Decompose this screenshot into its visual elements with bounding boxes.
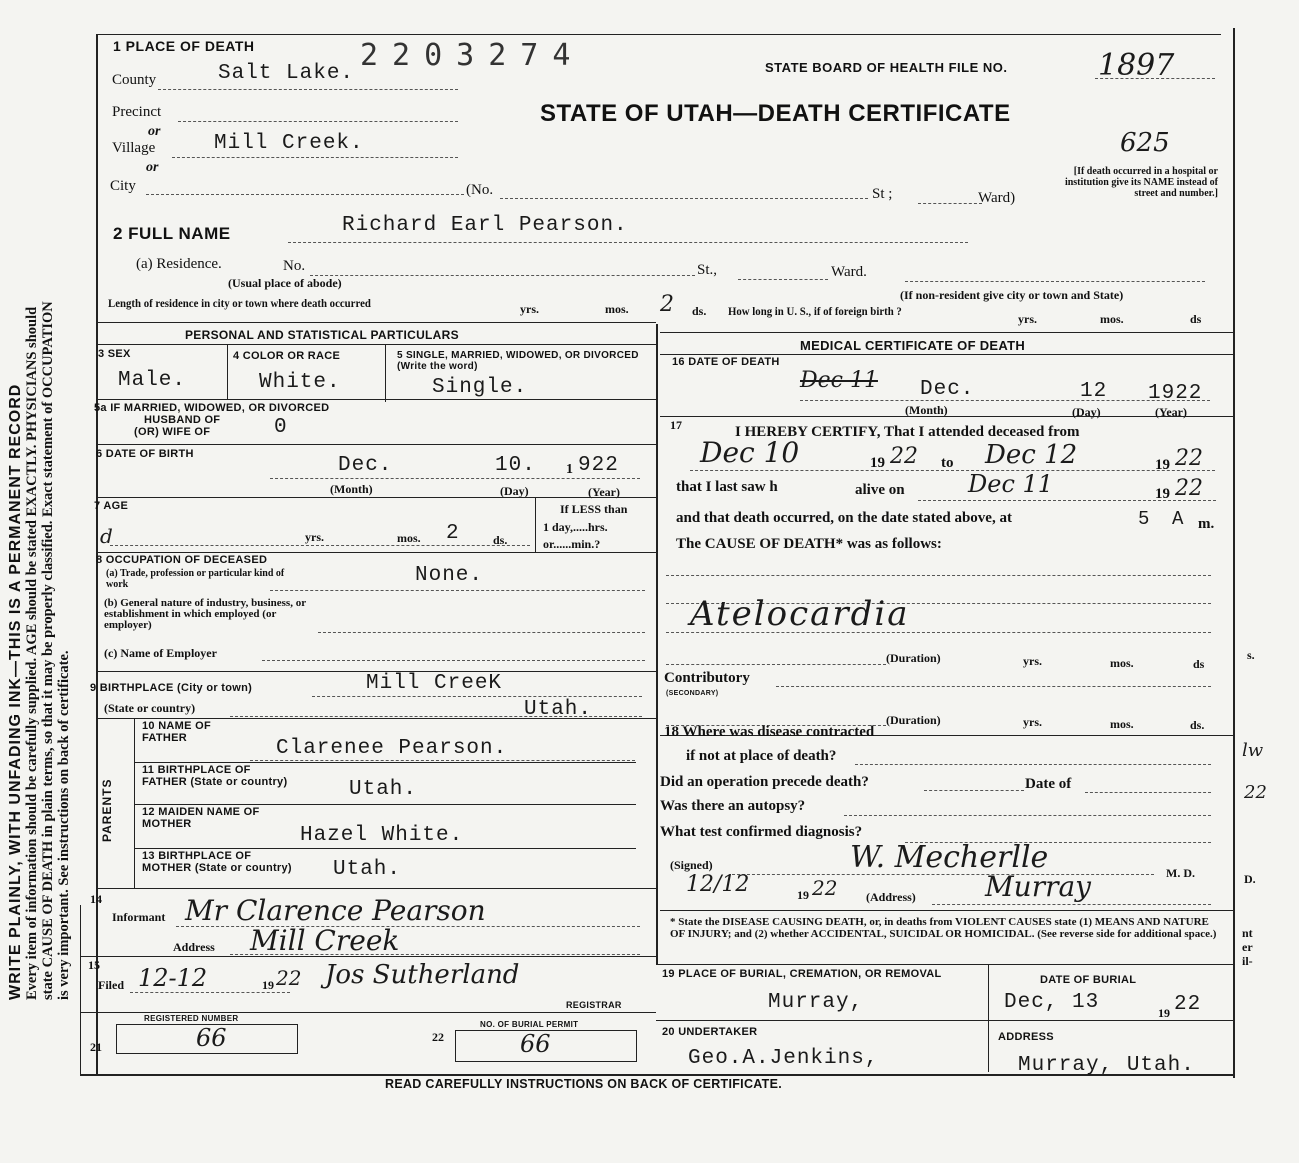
medical-header-rule [660, 354, 1233, 355]
burial-permit-idx: 22 [432, 1030, 444, 1044]
cause-line-1 [666, 575, 1211, 576]
edge-fragment-1: s. [1247, 648, 1255, 662]
dod-year-caption: (Year) [1155, 405, 1187, 419]
place-of-death-label: 1 PLACE OF DEATH [113, 38, 255, 54]
burial-top-rule [656, 964, 1233, 965]
occurred-text: and that death occurred, on the date stated above, at [676, 510, 1012, 526]
less-label-2: 1 day,.....hrs. [543, 520, 608, 534]
precinct-line [178, 121, 458, 122]
row-rule-6 [96, 718, 656, 719]
us-yrs: yrs. [1018, 312, 1037, 326]
registrar-label: REGISTRAR [566, 1000, 622, 1010]
sign-address: Murray [985, 870, 1091, 903]
dob-month-caption: (Month) [330, 482, 373, 496]
burial-place-value: Murray, [768, 991, 864, 1014]
street-line [500, 198, 868, 199]
cause-value: Atelocardia [690, 594, 910, 634]
father-label: 10 NAME OF FATHER [142, 720, 212, 744]
death-time: 5 [1138, 508, 1151, 530]
registered-number-idx: 21 [90, 1040, 102, 1054]
certify-to-date: Dec 12 [985, 440, 1078, 470]
signed-label: (Signed) [670, 858, 713, 872]
duration2-label: (Duration) [886, 713, 941, 727]
father-line [250, 760, 635, 761]
registrar-signature: Jos Sutherland [325, 960, 520, 990]
parents-divider [134, 718, 135, 888]
city-ward-label: Ward) [978, 190, 1016, 206]
nonresident-note: (If non-resident give city or town and State) [900, 288, 1124, 302]
us-ds: ds [1190, 312, 1202, 326]
burial-place-label: 19 PLACE OF BURIAL, CREMATION, OR REMOVAL [662, 968, 942, 980]
occupation-a-line [270, 590, 645, 591]
duration-yrs: yrs. [1023, 654, 1042, 668]
spouse-label-3: (OR) WIFE OF [134, 426, 211, 438]
usual-abode-label: (Usual place of abode) [228, 276, 342, 290]
filed-year-prefix: 19 [262, 978, 274, 992]
parents-label: PARENTS [100, 778, 114, 842]
burial-year-value: 22 [1174, 993, 1202, 1016]
date-of-death-label: 16 DATE OF DEATH [672, 356, 780, 368]
date-of-label: Date of [1025, 776, 1072, 792]
edge-fragment-4: D. [1244, 872, 1256, 886]
date-of-death-day: 12 [1080, 380, 1108, 403]
residence-no-label: No. [283, 258, 306, 274]
birthplace-label: 9 BIRTHPLACE (City or town) [90, 682, 253, 694]
medical-header: MEDICAL CERTIFICATE OF DEATH [800, 338, 1026, 353]
certify-from-year: 22 [890, 444, 918, 469]
duration2-ds: ds. [1190, 718, 1205, 732]
test-question: What test confirmed diagnosis? [660, 824, 863, 840]
birthplace-city-line [312, 696, 642, 697]
less-label-1: If LESS than [560, 502, 628, 516]
certify-to-year: 22 [1175, 446, 1203, 471]
row-rule-8 [134, 804, 636, 805]
filed-year: 22 [276, 966, 302, 990]
occupation-a-label: (a) Trade, profession or particular kind of work [106, 568, 285, 590]
informant-num: 14 [90, 892, 102, 906]
note-625: 625 [1120, 128, 1170, 158]
mother-label: 12 MAIDEN NAME OF MOTHER [142, 806, 260, 830]
age-mark: d [100, 524, 113, 548]
dod-day-caption: (Day) [1072, 405, 1101, 419]
medical-footnote: * State the DISEASE CAUSING DEATH, or, in deaths from VIOLENT CAUSES state (1) MEANS AND NATURE OF INJURY; and (2) whether ACCIDENTAL, SUICIDAL OR HOMICIDAL. (See reverse side for additional space.) [670, 916, 1217, 940]
or-label-1: or [148, 124, 161, 139]
county-value: Salt Lake. [218, 62, 355, 85]
undertaker-label: 20 UNDERTAKER [662, 1026, 758, 1038]
personal-header-rule [96, 344, 656, 345]
occupation-c-line [262, 660, 645, 661]
certify-text: I HEREBY CERTIFY, That I attended deceased from [735, 424, 1080, 440]
filed-label: Filed [98, 978, 124, 992]
city-no-label: (No. [466, 182, 494, 198]
frame-right [1233, 28, 1235, 1078]
age-line [110, 545, 530, 546]
race-divider [385, 344, 386, 402]
less-label-3: or......min.? [543, 537, 601, 551]
dob-line [270, 478, 640, 479]
row-rule-11 [80, 956, 656, 957]
file-no-value: 1897 [1098, 48, 1175, 83]
dob-month: Dec. [338, 454, 393, 477]
certify-from-date: Dec 10 [700, 436, 800, 469]
edge-fragment-6: er [1242, 940, 1253, 954]
row-rule-4 [96, 552, 656, 553]
dob-label: 6 DATE OF BIRTH [96, 448, 194, 460]
mother-birthplace-value: Utah. [333, 858, 402, 881]
length-ds: ds. [692, 304, 707, 318]
margin-instructions [8, 301, 72, 1000]
us-mos: mos. [1100, 312, 1124, 326]
burial-permit-value: 66 [520, 1030, 551, 1058]
contributory-label: Contributory [664, 670, 750, 686]
registered-number-label: REGISTERED NUMBER [144, 1014, 239, 1023]
city-label: City [110, 178, 136, 194]
residence-ward-line [905, 281, 1205, 282]
row-rule-3 [96, 497, 656, 498]
age-yrs: yrs. [305, 530, 324, 544]
medical-rule-3 [660, 910, 1233, 911]
physician-signature: W. Mecherlle [850, 840, 1049, 875]
full-name-label: 2 FULL NAME [113, 224, 231, 243]
certify-num: 17 [670, 418, 682, 432]
age-mos: mos. [397, 531, 421, 545]
edge-fragment-2: lw [1242, 740, 1264, 761]
or-label-2: or [146, 160, 159, 175]
occupation-b-line [318, 632, 645, 633]
duration2-yrs: yrs. [1023, 715, 1042, 729]
residence-ward-label: Ward. [831, 264, 867, 280]
personal-header: PERSONAL AND STATISTICAL PARTICULARS [185, 328, 459, 342]
father-birthplace-label: 11 BIRTHPLACE OF FATHER (State or country) [142, 764, 288, 788]
edge-fragment-3: 22 [1244, 782, 1267, 803]
age-divider [535, 497, 536, 553]
edge-fragment-5: nt [1242, 926, 1253, 940]
undertaker-address-label: ADDRESS [998, 1031, 1054, 1043]
informant-value: Mr Clarence Pearson [185, 894, 486, 927]
undertaker-address-value: Murray, Utah. [1018, 1054, 1195, 1077]
length-yrs: yrs. [520, 302, 539, 316]
burial-date-label: DATE OF BURIAL [1040, 974, 1137, 986]
frame-top [96, 34, 1221, 35]
row-rule-7 [134, 762, 636, 763]
father-value: Clarenee Pearson. [276, 737, 508, 760]
operation-line [924, 790, 1024, 791]
row-rule-9 [134, 848, 636, 849]
village-label: Village [112, 140, 156, 156]
duration-mos: mos. [1110, 656, 1134, 670]
date-of-death-struck: Dec 11 [800, 368, 878, 393]
row-rule-1 [96, 399, 656, 400]
margin-line-2: Every item of information should be carefully supplied. AGE should be stated EXACTLY. PHYSICIANS should [24, 306, 40, 1000]
county-label: County [112, 72, 157, 88]
date-of-death-year: 1922 [1148, 382, 1203, 405]
occupation-c-label: (c) Name of Employer [104, 646, 217, 660]
age-label: 7 AGE [94, 500, 129, 512]
full-name-value: Richard Earl Pearson. [342, 214, 628, 237]
certify-line [690, 470, 1215, 471]
precinct-label: Precinct [112, 104, 162, 120]
father-birthplace-value: Utah. [349, 778, 418, 801]
autopsy-question: Was there an autopsy? [660, 798, 806, 814]
occupation-value: None. [415, 564, 484, 587]
certify-from-prefix: 19 [870, 455, 885, 471]
last-saw-year: 22 [1175, 476, 1203, 501]
dob-day-caption: (Day) [500, 484, 529, 498]
personal-top-rule [96, 322, 656, 323]
certificate-number: 2203274 [360, 38, 585, 73]
mother-birthplace-label: 13 BIRTHPLACE OF MOTHER (State or country) [142, 850, 292, 874]
village-line [172, 157, 458, 158]
length-days-value: 2 [660, 292, 674, 317]
footer-instructions: READ CAREFULLY INSTRUCTIONS ON BACK OF CERTIFICATE. [385, 1077, 783, 1091]
occupation-b-label: (b) General nature of industry, business, or establishment in which employed (or employer) [104, 597, 306, 631]
filed-date: 12-12 [138, 964, 208, 992]
last-saw-date: Dec 11 [968, 470, 1054, 498]
sex-value: Male. [118, 369, 187, 392]
margin-line-3: state CAUSE OF DEATH in plain terms, so that it may be properly classified. Exact statement of OCCUPATION [40, 301, 56, 1000]
occupation-label: 8 OCCUPATION OF DECEASED [96, 554, 268, 566]
column-divider [656, 324, 658, 964]
hospital-note: [If death occurred in a hospital or institution give its NAME instead of street and number.] [1064, 166, 1218, 199]
date-of-death-month: Dec. [920, 378, 975, 401]
burial-date-value: Dec, 13 [1004, 991, 1100, 1014]
sign-year: 22 [812, 876, 838, 900]
race-label: 4 COLOR OR RACE [233, 350, 341, 362]
q18b: if not at place of death? [686, 748, 837, 764]
row-rule-12 [80, 1012, 656, 1013]
row-rule-2 [96, 444, 656, 445]
spouse-value: 0 [274, 416, 288, 439]
race-value: White. [259, 371, 341, 394]
informant-address-label: Address [173, 940, 215, 954]
ward-line [918, 203, 982, 204]
undertaker-value: Geo.A.Jenkins, [688, 1047, 879, 1070]
cause-line-3 [666, 632, 1211, 633]
informant-label: Informant [112, 910, 166, 924]
certify-to-prefix: 19 [1155, 457, 1170, 473]
residence-st-label: St., [697, 262, 718, 278]
alive-on-label: alive on [855, 482, 905, 498]
margin-line-4: is very important. See instructions on back of certificate. [56, 650, 72, 1000]
spouse-label-2: HUSBAND OF [144, 414, 221, 426]
sex-divider [227, 344, 228, 400]
dod-month-caption: (Month) [905, 403, 948, 417]
registered-number-value: 66 [196, 1024, 227, 1052]
burial-mid-rule [656, 1020, 1233, 1021]
sign-address-label: (Address) [866, 890, 916, 904]
sign-date: 12/12 [686, 872, 750, 897]
secondary-label: (SECONDARY) [666, 690, 719, 697]
informant-address: Mill Creek [250, 924, 400, 957]
dob-year: 922 [578, 454, 619, 477]
sign-year-prefix: 19 [797, 888, 809, 902]
death-time-m: m. [1198, 516, 1215, 532]
medical-top-rule [660, 332, 1233, 333]
operation-question: Did an operation precede death? [660, 774, 869, 790]
residence-st-line [738, 279, 828, 280]
spouse-label-1: 5a IF MARRIED, WIDOWED, OR DIVORCED [94, 402, 330, 414]
burial-divider [988, 964, 989, 1072]
county-line [158, 89, 458, 90]
village-value: Mill Creek. [214, 132, 364, 155]
residence-label: (a) Residence. [136, 256, 222, 272]
certify-to-word: to [941, 455, 954, 471]
age-ds: ds. [493, 533, 508, 547]
certificate-title: STATE OF UTAH—DEATH CERTIFICATE [540, 100, 1011, 127]
date-of-line [1085, 792, 1211, 793]
duration-line [666, 664, 886, 665]
cause-label: The CAUSE OF DEATH* was as follows: [676, 536, 942, 552]
file-no-label: STATE BOARD OF HEALTH FILE NO. [765, 60, 1008, 75]
city-line [146, 194, 464, 195]
frame-left-lower [80, 905, 81, 1075]
edge-fragment-7: il- [1242, 954, 1253, 968]
duration-ds: ds [1193, 657, 1205, 671]
duration2-mos: mos. [1110, 717, 1134, 731]
dob-year-prefix: 1 [566, 462, 573, 477]
mother-value: Hazel White. [300, 824, 464, 847]
medical-rule-1 [660, 416, 1233, 417]
us-label: How long in U. S., if of foreign birth ? [728, 304, 902, 318]
burial-permit-label: NO. OF BURIAL PERMIT [480, 1020, 579, 1029]
burial-year-prefix: 19 [1158, 1006, 1170, 1020]
age-days: 2 [446, 522, 460, 545]
full-name-line [288, 242, 968, 243]
marital-label: 5 SINGLE, MARRIED, WIDOWED, OR DIVORCED (Write the word) [397, 350, 639, 372]
md-label: M. D. [1166, 866, 1195, 880]
autopsy-line [844, 815, 1211, 816]
row-rule-10 [96, 888, 656, 889]
birthplace-state: Utah. [524, 698, 593, 721]
q18-line [855, 764, 1211, 765]
residence-line [310, 275, 695, 276]
q18a: 18 Where was disease contracted [664, 724, 875, 740]
dob-year-caption: (Year) [588, 485, 620, 499]
filed-num: 15 [88, 958, 100, 972]
duration-label: (Duration) [886, 651, 941, 665]
last-saw-label: that I last saw h [676, 479, 778, 495]
birthplace-city: Mill CreeK [366, 672, 503, 695]
marital-value: Single. [432, 376, 528, 399]
dob-day: 10. [495, 454, 536, 477]
last-saw-line [918, 500, 1216, 501]
death-time-unit: A [1172, 508, 1185, 530]
sign-address-line [932, 904, 1211, 905]
last-saw-year-prefix: 19 [1155, 486, 1170, 502]
city-st-label: St ; [872, 186, 893, 202]
margin-line-1: WRITE PLAINLY, WITH UNFADING INK—THIS IS A PERMANENT RECORD [7, 383, 24, 1000]
birthplace-state-label: (State or country) [104, 701, 196, 715]
length-mos: mos. [605, 302, 629, 316]
sex-label: 3 SEX [98, 348, 131, 360]
length-residence-label: Length of residence in city or town where death occurred [108, 296, 371, 310]
contributory-line [776, 686, 1211, 687]
